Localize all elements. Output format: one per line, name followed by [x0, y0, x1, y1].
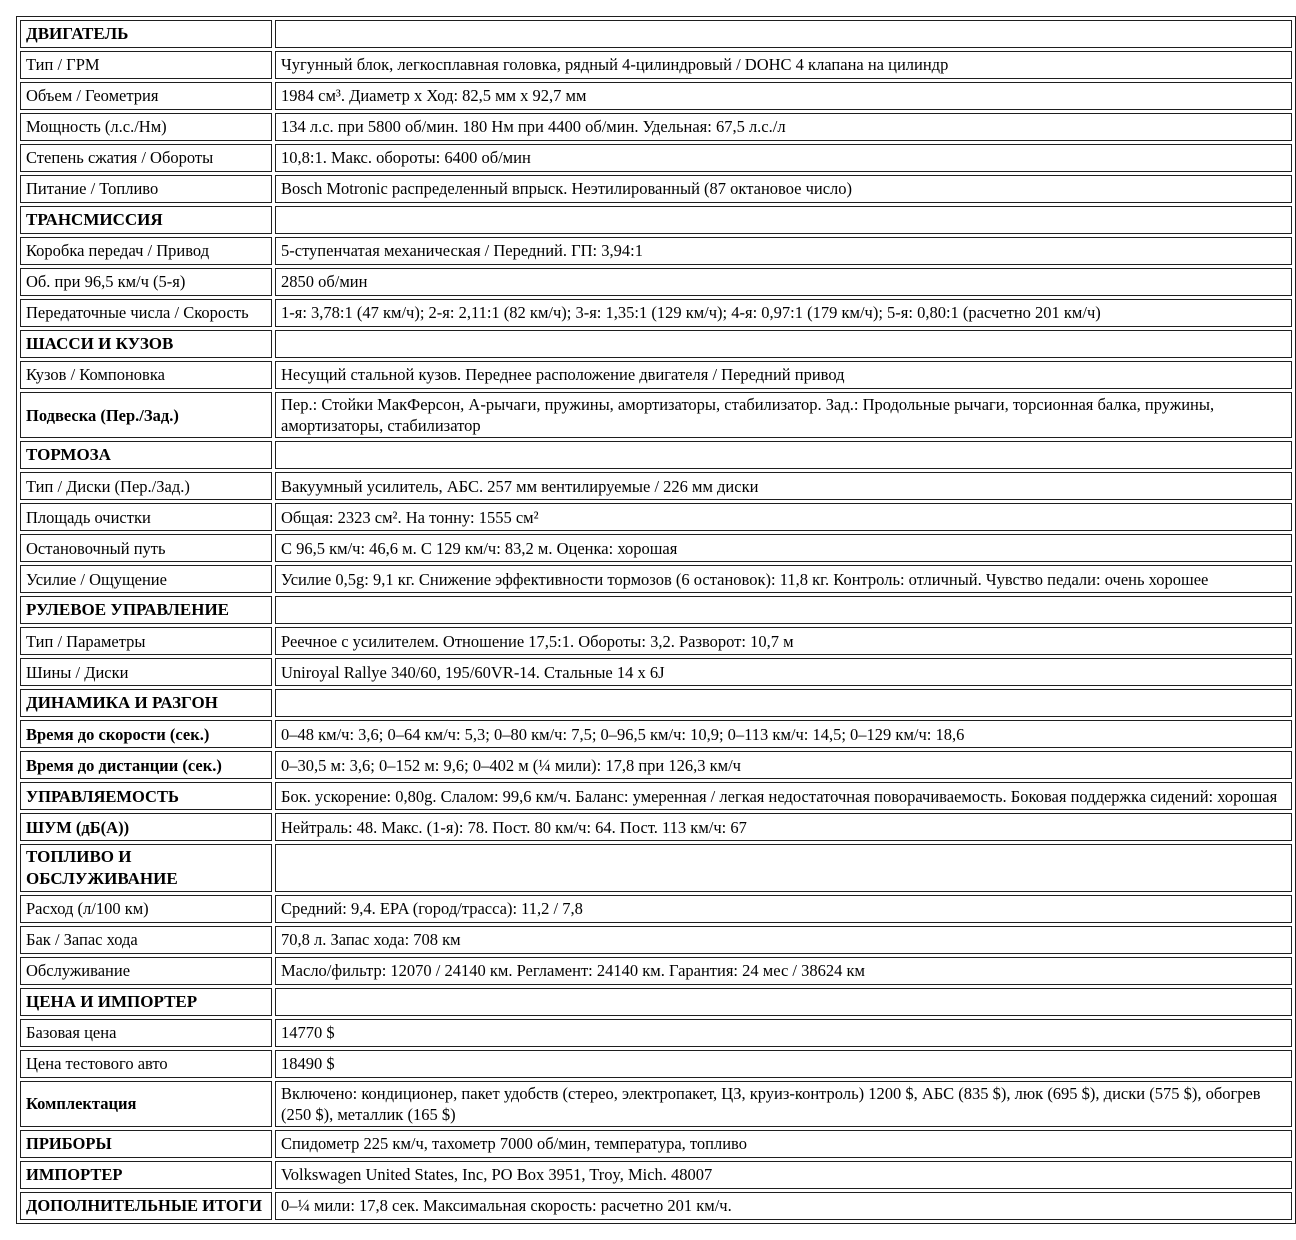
spec-label-cell: Передаточные числа / Скорость [20, 299, 272, 327]
spec-label-cell: Об. при 96,5 км/ч (5-я) [20, 268, 272, 296]
section-row [20, 844, 1292, 892]
spec-row [20, 1081, 1292, 1127]
section-empty-cell [275, 20, 1292, 48]
spec-label-cell: Тип / Параметры [20, 627, 272, 655]
spec-value-cell: Вакуумный усилитель, АБС. 257 мм вентилируемые / 226 мм диски [275, 472, 1292, 500]
spec-label-cell: Кузов / Компоновка [20, 361, 272, 389]
section-row [20, 441, 1292, 469]
spec-label-cell: ШУМ (дБ(А)) [20, 813, 272, 841]
spec-value-cell: 0–¼ мили: 17,8 сек. Максимальная скорость: расчетно 201 км/ч. [275, 1192, 1292, 1220]
spec-row [20, 503, 1292, 531]
spec-label-cell: Остановочный путь [20, 534, 272, 562]
spec-label-cell: Питание / Топливо [20, 175, 272, 203]
spec-label-cell: Тип / Диски (Пер./Зад.) [20, 472, 272, 500]
spec-row [20, 113, 1292, 141]
spec-value-cell: Включено: кондиционер, пакет удобств (стерео, электропакет, ЦЗ, круиз-контроль) 1200 $, АБС (835 $), люк (695 $), диски (575 $), обогрев (250 $), металлик (165 $) [275, 1081, 1292, 1127]
spec-row [20, 268, 1292, 296]
spec-row [20, 813, 1292, 841]
section-empty-cell [275, 596, 1292, 624]
spec-label-cell: ПРИБОРЫ [20, 1130, 272, 1158]
spec-value-cell: Чугунный блок, легкосплавная головка, рядный 4-цилиндровый / DOHC 4 клапана на цилиндр [275, 51, 1292, 79]
spec-label-cell: Бак / Запас хода [20, 926, 272, 954]
section-empty-cell [275, 844, 1292, 892]
spec-row [20, 782, 1292, 810]
spec-row [20, 565, 1292, 593]
spec-row [20, 1019, 1292, 1047]
spec-label-cell: ДОПОЛНИТЕЛЬНЫЕ ИТОГИ [20, 1192, 272, 1220]
spec-value-cell: Реечное с усилителем. Отношение 17,5:1. Обороты: 3,2. Разворот: 10,7 м [275, 627, 1292, 655]
spec-row [20, 1050, 1292, 1078]
spec-row [20, 82, 1292, 110]
spec-row [20, 472, 1292, 500]
spec-row [20, 751, 1292, 779]
spec-row [20, 627, 1292, 655]
section-row [20, 988, 1292, 1016]
spec-value-cell: Volkswagen United States, Inc, PO Box 3951, Troy, Mich. 48007 [275, 1161, 1292, 1189]
spec-row [20, 51, 1292, 79]
section-title-cell: ДВИГАТЕЛЬ [20, 20, 272, 48]
spec-row [20, 1161, 1292, 1189]
section-title-cell: ЦЕНА И ИМПОРТЕР [20, 988, 272, 1016]
spec-label-cell: Время до дистанции (сек.) [20, 751, 272, 779]
spec-value-cell: 2850 об/мин [275, 268, 1292, 296]
spec-label-cell: УПРАВЛЯЕМОСТЬ [20, 782, 272, 810]
spec-row [20, 895, 1292, 923]
spec-row [20, 1192, 1292, 1220]
spec-label-cell: ИМПОРТЕР [20, 1161, 272, 1189]
section-title-cell: ДИНАМИКА И РАЗГОН [20, 689, 272, 717]
spec-value-cell: Бок. ускорение: 0,80g. Слалом: 99,6 км/ч. Баланс: умеренная / легкая недостаточная поворачиваемость. Боковая поддержка сидений: хорошая [275, 782, 1292, 810]
section-empty-cell [275, 441, 1292, 469]
spec-value-cell: 5-ступенчатая механическая / Передний. ГП: 3,94:1 [275, 237, 1292, 265]
spec-row [20, 534, 1292, 562]
section-row [20, 20, 1292, 48]
spec-value-cell: 10,8:1. Макс. обороты: 6400 об/мин [275, 144, 1292, 172]
spec-label-cell: Расход (л/100 км) [20, 895, 272, 923]
section-title-cell: ТРАНСМИССИЯ [20, 206, 272, 234]
spec-label-cell: Тип / ГРМ [20, 51, 272, 79]
spec-label-cell: Комплектация [20, 1081, 272, 1127]
spec-row [20, 299, 1292, 327]
spec-row [20, 926, 1292, 954]
spec-label-cell: Шины / Диски [20, 658, 272, 686]
section-row [20, 206, 1292, 234]
spec-label-cell: Мощность (л.с./Нм) [20, 113, 272, 141]
section-title-cell: РУЛЕВОЕ УПРАВЛЕНИЕ [20, 596, 272, 624]
section-row [20, 596, 1292, 624]
spec-value-cell: 14770 $ [275, 1019, 1292, 1047]
spec-value-cell: Усилие 0,5g: 9,1 кг. Снижение эффективности тормозов (6 остановок): 11,8 кг. Контроль: отличный. Чувство педали: очень хорошее [275, 565, 1292, 593]
spec-value-cell: 1-я: 3,78:1 (47 км/ч); 2-я: 2,11:1 (82 км/ч); 3-я: 1,35:1 (129 км/ч); 4-я: 0,97:1 (179 км/ч); 5-я: 0,80:1 (расчетно 201 км/ч) [275, 299, 1292, 327]
section-row [20, 689, 1292, 717]
spec-label-cell: Коробка передач / Привод [20, 237, 272, 265]
spec-row [20, 237, 1292, 265]
spec-value-cell: 18490 $ [275, 1050, 1292, 1078]
section-title-cell: ТОРМОЗА [20, 441, 272, 469]
spec-label-cell: Подвеска (Пер./Зад.) [20, 392, 272, 438]
spec-label-cell: Обслуживание [20, 957, 272, 985]
spec-value-cell: Uniroyal Rallye 340/60, 195/60VR-14. Стальные 14 x 6J [275, 658, 1292, 686]
spec-row [20, 392, 1292, 438]
spec-label-cell: Базовая цена [20, 1019, 272, 1047]
spec-value-cell: 0–30,5 м: 3,6; 0–152 м: 9,6; 0–402 м (¼ мили): 17,8 при 126,3 км/ч [275, 751, 1292, 779]
spec-value-cell: Пер.: Стойки МакФерсон, А-рычаги, пружины, амортизаторы, стабилизатор. Зад.: Продольные рычаги, торсионная балка, пружины, амортизаторы, стабилизатор [275, 392, 1292, 438]
spec-row [20, 175, 1292, 203]
spec-label-cell: Объем / Геометрия [20, 82, 272, 110]
spec-label-cell: Время до скорости (сек.) [20, 720, 272, 748]
spec-value-cell: Средний: 9,4. EPA (город/трасса): 11,2 / 7,8 [275, 895, 1292, 923]
section-empty-cell [275, 689, 1292, 717]
spec-value-cell: Общая: 2323 см². На тонну: 1555 см² [275, 503, 1292, 531]
spec-row [20, 144, 1292, 172]
spec-row [20, 720, 1292, 748]
spec-row [20, 1130, 1292, 1158]
spec-label-cell: Площадь очистки [20, 503, 272, 531]
spec-value-cell: Масло/фильтр: 12070 / 24140 км. Регламент: 24140 км. Гарантия: 24 мес / 38624 км [275, 957, 1292, 985]
section-row [20, 330, 1292, 358]
spec-value-cell: Bosch Motronic распределенный впрыск. Неэтилированный (87 октановое число) [275, 175, 1292, 203]
section-empty-cell [275, 988, 1292, 1016]
car-spec-table [16, 16, 1296, 1224]
spec-value-cell: С 96,5 км/ч: 46,6 м. С 129 км/ч: 83,2 м. Оценка: хорошая [275, 534, 1292, 562]
spec-value-cell: Нейтраль: 48. Макс. (1-я): 78. Пост. 80 км/ч: 64. Пост. 113 км/ч: 67 [275, 813, 1292, 841]
spec-label-cell: Усилие / Ощущение [20, 565, 272, 593]
section-title-cell: ШАССИ И КУЗОВ [20, 330, 272, 358]
spec-value-cell: Спидометр 225 км/ч, тахометр 7000 об/мин, температура, топливо [275, 1130, 1292, 1158]
spec-value-cell: 1984 см³. Диаметр х Ход: 82,5 мм х 92,7 мм [275, 82, 1292, 110]
spec-row [20, 361, 1292, 389]
spec-label-cell: Цена тестового авто [20, 1050, 272, 1078]
section-empty-cell [275, 206, 1292, 234]
spec-value-cell: 70,8 л. Запас хода: 708 км [275, 926, 1292, 954]
spec-value-cell: 0–48 км/ч: 3,6; 0–64 км/ч: 5,3; 0–80 км/ч: 7,5; 0–96,5 км/ч: 10,9; 0–113 км/ч: 14,5; 0–129 км/ч: 18,6 [275, 720, 1292, 748]
spec-label-cell: Степень сжатия / Обороты [20, 144, 272, 172]
spec-value-cell: 134 л.с. при 5800 об/мин. 180 Нм при 4400 об/мин. Удельная: 67,5 л.с./л [275, 113, 1292, 141]
spec-row [20, 658, 1292, 686]
spec-row [20, 957, 1292, 985]
section-title-cell: ТОПЛИВО И ОБСЛУЖИВАНИЕ [20, 844, 272, 892]
spec-table-body [20, 20, 1292, 1220]
section-empty-cell [275, 330, 1292, 358]
spec-value-cell: Несущий стальной кузов. Переднее расположение двигателя / Передний привод [275, 361, 1292, 389]
